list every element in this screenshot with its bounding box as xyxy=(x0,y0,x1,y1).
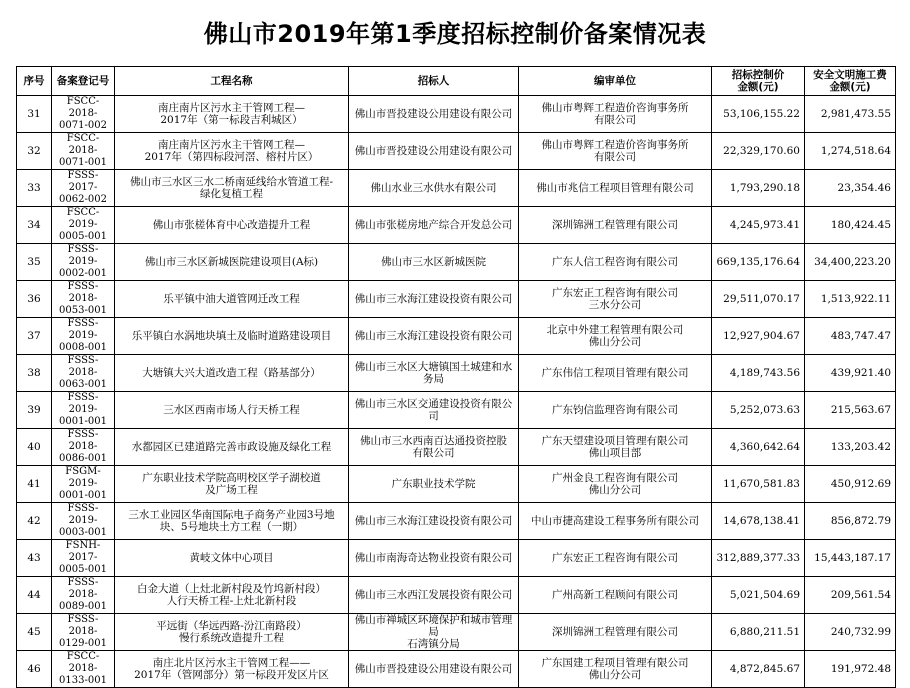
cell-bidder: 佛山市晋投建设公用建设有限公司 xyxy=(349,133,519,170)
cell-project: 广东职业技术学院高明校区学子湖校道 及广场工程 xyxy=(115,466,349,503)
cell-seq: 43 xyxy=(17,540,52,577)
cell-safety: 483,747.47 xyxy=(805,318,896,355)
cell-safety: 23,354.46 xyxy=(805,170,896,207)
table-row xyxy=(17,355,896,392)
cell-bidder: 佛山市三水西江发展投资有限公司 xyxy=(349,577,519,614)
cell-reg-no: FSSS-2017- 0062-002 xyxy=(52,170,115,207)
cell-bidder: 佛山市禅城区环境保护和城市管理局 石湾镇分局 xyxy=(349,614,519,651)
cell-safety: 439,921.40 xyxy=(805,355,896,392)
cell-safety: 15,443,187.17 xyxy=(805,540,896,577)
cell-price: 4,872,845.67 xyxy=(712,651,805,688)
cell-bidder: 佛山市三水区大塘镇国土城建和水务局 xyxy=(349,355,519,392)
cell-price: 29,511,070.17 xyxy=(712,281,805,318)
cell-reg-no: FSCC-2018- 0133-001 xyxy=(52,651,115,688)
cell-compiler: 佛山市粤辉工程造价咨询事务所 有限公司 xyxy=(519,133,712,170)
cell-price: 4,189,743.56 xyxy=(712,355,805,392)
cell-price: 4,245,973.41 xyxy=(712,207,805,244)
cell-price: 53,106,155.22 xyxy=(712,96,805,133)
cell-compiler: 广东伟信工程项目管理有限公司 xyxy=(519,355,712,392)
cell-project: 白金大道（上灶北新村段及竹坞新村段） 人行天桥工程-上灶北新村段 xyxy=(115,577,349,614)
cell-project: 三水工业园区华南国际电子商务产业园3号地 块、5号地块土方工程（一期） xyxy=(115,503,349,540)
table-row xyxy=(17,281,896,318)
header-reg-no: 备案登记号 xyxy=(52,67,115,96)
cell-compiler: 广东宏正工程咨询有限公司 三水分公司 xyxy=(519,281,712,318)
cell-safety: 450,912.69 xyxy=(805,466,896,503)
cell-project: 佛山市张槎体育中心改造提升工程 xyxy=(115,207,349,244)
cell-seq: 36 xyxy=(17,281,52,318)
cell-price: 4,360,642.64 xyxy=(712,429,805,466)
cell-compiler: 广东宏正工程咨询有限公司 xyxy=(519,540,712,577)
table-header-row xyxy=(17,67,896,96)
cell-price: 14,678,138.41 xyxy=(712,503,805,540)
cell-price: 1,793,290.18 xyxy=(712,170,805,207)
cell-bidder: 佛山市晋投建设公用建设有限公司 xyxy=(349,96,519,133)
cell-seq: 35 xyxy=(17,244,52,281)
cell-reg-no: FSCC-2018- 0071-002 xyxy=(52,96,115,133)
cell-seq: 37 xyxy=(17,318,52,355)
table-row xyxy=(17,466,896,503)
cell-bidder: 佛山市三水西南百达通投资控股 有限公司 xyxy=(349,429,519,466)
table-row xyxy=(17,651,896,688)
table-row xyxy=(17,244,896,281)
cell-reg-no: FSSS-2018- 0063-001 xyxy=(52,355,115,392)
cell-project: 佛山市三水区新城医院建设项目(A标) xyxy=(115,244,349,281)
cell-seq: 34 xyxy=(17,207,52,244)
cell-reg-no: FSSS-2018- 0086-001 xyxy=(52,429,115,466)
cell-reg-no: FSSS-2018- 0129-001 xyxy=(52,614,115,651)
cell-compiler: 广州高新工程顾问有限公司 xyxy=(519,577,712,614)
cell-bidder: 佛山水业三水供水有限公司 xyxy=(349,170,519,207)
cell-safety: 191,972.48 xyxy=(805,651,896,688)
cell-reg-no: FSCC-2019- 0005-001 xyxy=(52,207,115,244)
cell-reg-no: FSSS-2019- 0008-001 xyxy=(52,318,115,355)
cell-project: 大塘镇大兴大道改造工程（路基部分） xyxy=(115,355,349,392)
cell-reg-no: FSCC-2018- 0071-001 xyxy=(52,133,115,170)
cell-reg-no: FSSS-2018- 0089-001 xyxy=(52,577,115,614)
cell-reg-no: FSSS-2018- 0053-001 xyxy=(52,281,115,318)
cell-price: 6,880,211.51 xyxy=(712,614,805,651)
cell-bidder: 佛山市三水海江建设投资有限公司 xyxy=(349,503,519,540)
cell-compiler: 深圳锦洲工程管理有限公司 xyxy=(519,207,712,244)
cell-safety: 1,513,922.11 xyxy=(805,281,896,318)
cell-reg-no: FSSS-2019- 0003-001 xyxy=(52,503,115,540)
cell-safety: 240,732.99 xyxy=(805,614,896,651)
cell-seq: 31 xyxy=(17,96,52,133)
cell-seq: 39 xyxy=(17,392,52,429)
cell-safety: 215,563.67 xyxy=(805,392,896,429)
cell-compiler: 佛山市粤辉工程造价咨询事务所 有限公司 xyxy=(519,96,712,133)
cell-compiler: 佛山市兆信工程项目管理有限公司 xyxy=(519,170,712,207)
header-safety: 安全文明施工费 金额(元) xyxy=(805,67,896,96)
cell-project: 南庄北片区污水主干管网工程—— 2017年（管网部分）第一标段开发区片区 xyxy=(115,651,349,688)
cell-project: 水都园区已建道路完善市政设施及绿化工程 xyxy=(115,429,349,466)
header-price: 招标控制价 金额(元) xyxy=(712,67,805,96)
header-bidder: 招标人 xyxy=(349,67,519,96)
cell-bidder: 佛山市三水区交通建设投资有限公司 xyxy=(349,392,519,429)
table-row xyxy=(17,503,896,540)
cell-reg-no: FSNH-2017- 0005-001 xyxy=(52,540,115,577)
cell-safety: 856,872.79 xyxy=(805,503,896,540)
cell-reg-no: FSSS-2019- 0002-001 xyxy=(52,244,115,281)
cell-price: 669,135,176.64 xyxy=(712,244,805,281)
cell-seq: 41 xyxy=(17,466,52,503)
cell-project: 乐平镇白水涡地块填土及临时道路建设项目 xyxy=(115,318,349,355)
table-row xyxy=(17,96,896,133)
header-project: 工程名称 xyxy=(115,67,349,96)
cell-bidder: 佛山市三水海江建设投资有限公司 xyxy=(349,281,519,318)
cell-price: 312,889,377.33 xyxy=(712,540,805,577)
table-row xyxy=(17,133,896,170)
cell-seq: 38 xyxy=(17,355,52,392)
cell-compiler: 中山市捷高建设工程事务所有限公司 xyxy=(519,503,712,540)
cell-compiler: 广东人信工程咨询有限公司 xyxy=(519,244,712,281)
cell-seq: 42 xyxy=(17,503,52,540)
cell-price: 22,329,170.60 xyxy=(712,133,805,170)
header-seq: 序号 xyxy=(17,67,52,96)
cell-seq: 32 xyxy=(17,133,52,170)
cell-compiler: 深圳锦洲工程管理有限公司 xyxy=(519,614,712,651)
cell-project: 平远街（华远西路-汾江南路段） 慢行系统改造提升工程 xyxy=(115,614,349,651)
cell-project: 黄岐文体中心项目 xyxy=(115,540,349,577)
cell-bidder: 佛山市南海奇达物业投资有限公司 xyxy=(349,540,519,577)
table-row xyxy=(17,429,896,466)
table-row xyxy=(17,540,896,577)
cell-bidder: 广东职业技术学院 xyxy=(349,466,519,503)
cell-safety: 133,203.42 xyxy=(805,429,896,466)
cell-compiler: 北京中外建工程管理有限公司 佛山分公司 xyxy=(519,318,712,355)
cell-reg-no: FSSS-2019- 0001-001 xyxy=(52,392,115,429)
cell-bidder: 佛山市张槎房地产综合开发总公司 xyxy=(349,207,519,244)
cell-price: 5,252,073.63 xyxy=(712,392,805,429)
cell-compiler: 广州金良工程咨询有限公司 佛山分公司 xyxy=(519,466,712,503)
header-compiler: 编审单位 xyxy=(519,67,712,96)
cell-safety: 180,424.45 xyxy=(805,207,896,244)
table-row xyxy=(17,207,896,244)
cell-safety: 209,561.54 xyxy=(805,577,896,614)
cell-safety: 1,274,518.64 xyxy=(805,133,896,170)
cell-project: 佛山市三水区三水二桥南延线给水管道工程- 绿化复植工程 xyxy=(115,170,349,207)
table-row xyxy=(17,392,896,429)
cell-project: 三水区西南市场人行天桥工程 xyxy=(115,392,349,429)
table-row xyxy=(17,614,896,651)
cell-compiler: 广东国建工程项目管理有限公司 佛山分公司 xyxy=(519,651,712,688)
table-row xyxy=(17,318,896,355)
cell-seq: 46 xyxy=(17,651,52,688)
cell-safety: 34,400,223.20 xyxy=(805,244,896,281)
cell-price: 12,927,904.67 xyxy=(712,318,805,355)
cell-price: 11,670,581.83 xyxy=(712,466,805,503)
cell-bidder: 佛山市三水区新城医院 xyxy=(349,244,519,281)
cell-bidder: 佛山市三水海江建设投资有限公司 xyxy=(349,318,519,355)
tender-price-table xyxy=(16,66,896,688)
cell-project: 南庄南片区污水主干管网工程— 2017年（第一标段吉利城区） xyxy=(115,96,349,133)
cell-reg-no: FSGM-2019- 0001-001 xyxy=(52,466,115,503)
cell-project: 南庄南片区污水主干管网工程— 2017年（第四标段河滘、榕村片区） xyxy=(115,133,349,170)
cell-compiler: 广东钧信监理咨询有限公司 xyxy=(519,392,712,429)
cell-safety: 2,981,473.55 xyxy=(805,96,896,133)
page-title: 佛山市2019年第1季度招标控制价备案情况表 xyxy=(203,20,707,48)
cell-compiler: 广东天望建设项目管理有限公司 佛山项目部 xyxy=(519,429,712,466)
cell-seq: 45 xyxy=(17,614,52,651)
cell-seq: 33 xyxy=(17,170,52,207)
cell-seq: 40 xyxy=(17,429,52,466)
cell-project: 乐平镇中油大道管网迁改工程 xyxy=(115,281,349,318)
cell-price: 5,021,504.69 xyxy=(712,577,805,614)
cell-bidder: 佛山市晋投建设公用建设有限公司 xyxy=(349,651,519,688)
table-row xyxy=(17,170,896,207)
table-row xyxy=(17,577,896,614)
cell-seq: 44 xyxy=(17,577,52,614)
